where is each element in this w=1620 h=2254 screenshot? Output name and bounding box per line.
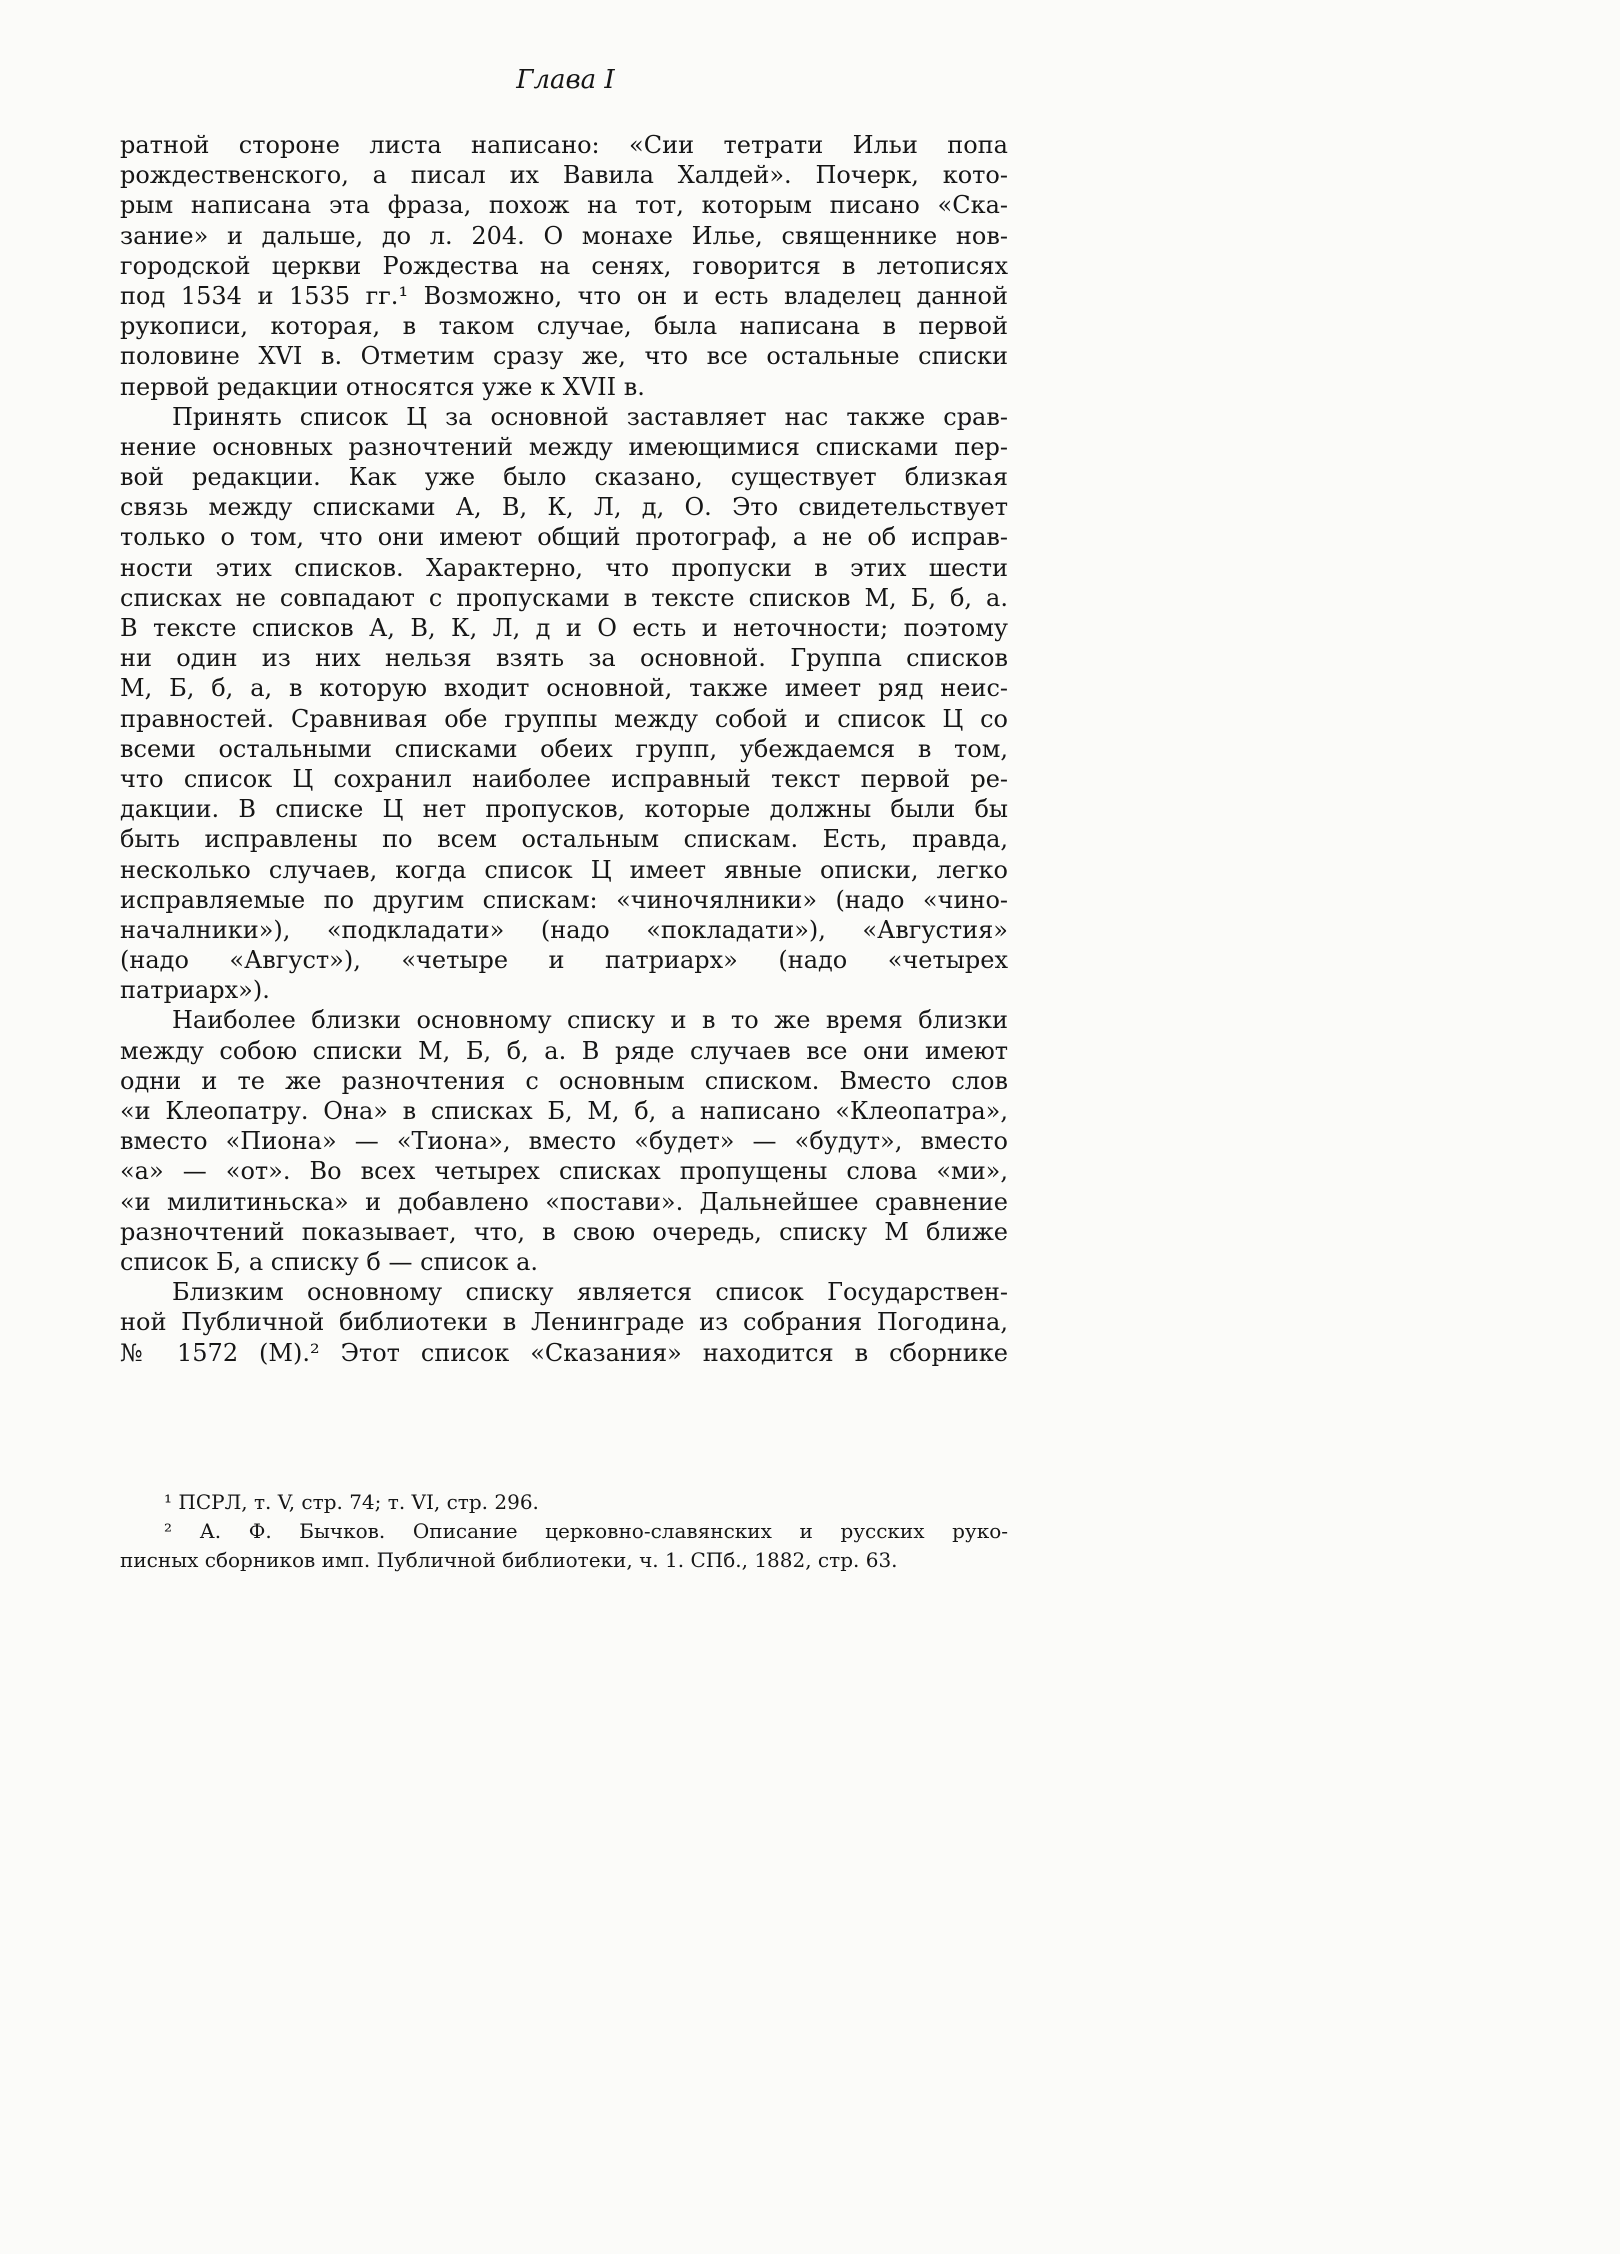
page (0, 0, 1131, 1600)
text-line: списках не совпадают с пропусками в тексте списков М, Б, б, а. (120, 583, 1008, 612)
body-text (120, 130, 1008, 1368)
text-line: несколько случаев, когда список Ц имеет явные описки, легко (120, 855, 1008, 884)
text-line: рукописи, которая, в таком случае, была написана в первой (120, 312, 1008, 341)
footnotes (120, 1488, 1008, 1575)
footnote-2: ² А. Ф. Бычков. Описание церковно-славянских и русских руко- (164, 1519, 1008, 1543)
paragraph-4 (120, 1277, 1008, 1368)
text-line: ни один из них нельзя взять за основной. Группа списков (120, 644, 1008, 673)
text-line: исправляемые по другим спискам: «чиночялники» (надо «чино- (120, 885, 1008, 914)
text-line: что список Ц сохранил наиболее исправный текст первой ре- (120, 764, 1008, 793)
text-line: список Б, а списку б — список а. (120, 1247, 539, 1276)
text-line: всеми остальными списками обеих групп, убеждаемся в том, (120, 734, 1008, 763)
text-line: (надо «Август»), «четыре и патриарх» (надо «четырех (120, 946, 1008, 975)
text-line: ной Публичной библиотеки в Ленинграде из собрания Погодина, (120, 1308, 1008, 1337)
text-line: нение основных разночтений между имеющимися списками пер- (120, 432, 1008, 461)
text-line: началники»), «подкладати» (надо «покладати»), «Августия» (120, 915, 1008, 944)
text-line: первой редакции относятся уже к XVII в. (120, 372, 645, 401)
text-line: ности этих списков. Характерно, что пропуски в этих шести (120, 553, 1008, 582)
text-line: № 1572 (М).² Этот список «Сказания» находится в сборнике (120, 1338, 1008, 1367)
text-line: «и милитиньска» и добавлено «постави». Дальнейшее сравнение (120, 1187, 1008, 1216)
text-line: рым написана эта фраза, похож на тот, которым писано «Ска- (120, 191, 1008, 220)
text-line: Близким основному списку является список Государствен- (172, 1278, 1008, 1307)
text-line: М, Б, б, а, в которую входит основной, также имеет ряд неис- (120, 674, 1008, 703)
text-line: ратной стороне листа написано: «Сии тетрати Ильи попа (120, 131, 1008, 159)
text-line: Принять список Ц за основной заставляет нас также срав- (172, 402, 1008, 431)
text-line: вместо «Пиона» — «Тиона», вместо «будет» — «будут», вместо (120, 1127, 1008, 1156)
text-line: Наиболее близки основному списку и в то же время близки (172, 1006, 1008, 1035)
text-line: зание» и дальше, до л. 204. О монахе Илье, священнике нов- (120, 221, 1008, 250)
text-line: только о том, что они имеют общий протограф, а не об исправ- (120, 523, 1008, 552)
text-line: дакции. В списке Ц нет пропусков, которые должны были бы (120, 795, 1008, 824)
text-line: связь между списками А, В, К, Л, д, О. Это свидетельствует (120, 493, 1008, 522)
footnote-1: ¹ ПСРЛ, т. V, стр. 74; т. VI, стр. 296. (164, 1490, 539, 1514)
text-line: «и Клеопатру. Она» в списках Б, М, б, а написано «Клеопатра», (120, 1097, 1008, 1125)
text-line: вой редакции. Как уже было сказано, существует близкая (120, 463, 1008, 492)
text-line: быть исправлены по всем остальным спискам. Есть, правда, (120, 825, 1008, 854)
text-line: патриарх»). (120, 976, 270, 1005)
text-line: В тексте списков А, В, К, Л, д и О есть и неточности; поэтому (120, 614, 1008, 642)
paragraph-3 (120, 1005, 1008, 1277)
text-line: одни и те же разночтения с основным списком. Вместо слов (120, 1066, 1008, 1095)
text-line: половине XVI в. Отметим сразу же, что все остальные списки (120, 342, 1008, 371)
text-line: рождественского, а писал их Вавила Халдей». Почерк, кото- (120, 161, 1008, 190)
footnote-2-continuation: писных сборников имп. Публичной библиотеки, ч. 1. СПб., 1882, стр. 63. (120, 1548, 898, 1572)
paragraph-2 (120, 402, 1008, 1006)
paragraph-1 (120, 130, 1008, 402)
text-line: под 1534 и 1535 гг.¹ Возможно, что он и есть владелец данной (120, 281, 1008, 310)
text-line: «а» — «от». Во всех четырех списках пропущены слова «ми», (120, 1157, 1008, 1186)
text-line: между собою списки М, Б, б, а. В ряде случаев все они имеют (120, 1036, 1008, 1065)
text-line: городской церкви Рождества на сенях, говорится в летописях (120, 251, 1008, 280)
text-line: разночтений показывает, что, в свою очередь, списку М ближе (120, 1217, 1008, 1246)
running-header: Глава I (516, 65, 615, 95)
text-line: правностей. Сравнивая обе группы между собой и список Ц со (120, 704, 1008, 733)
